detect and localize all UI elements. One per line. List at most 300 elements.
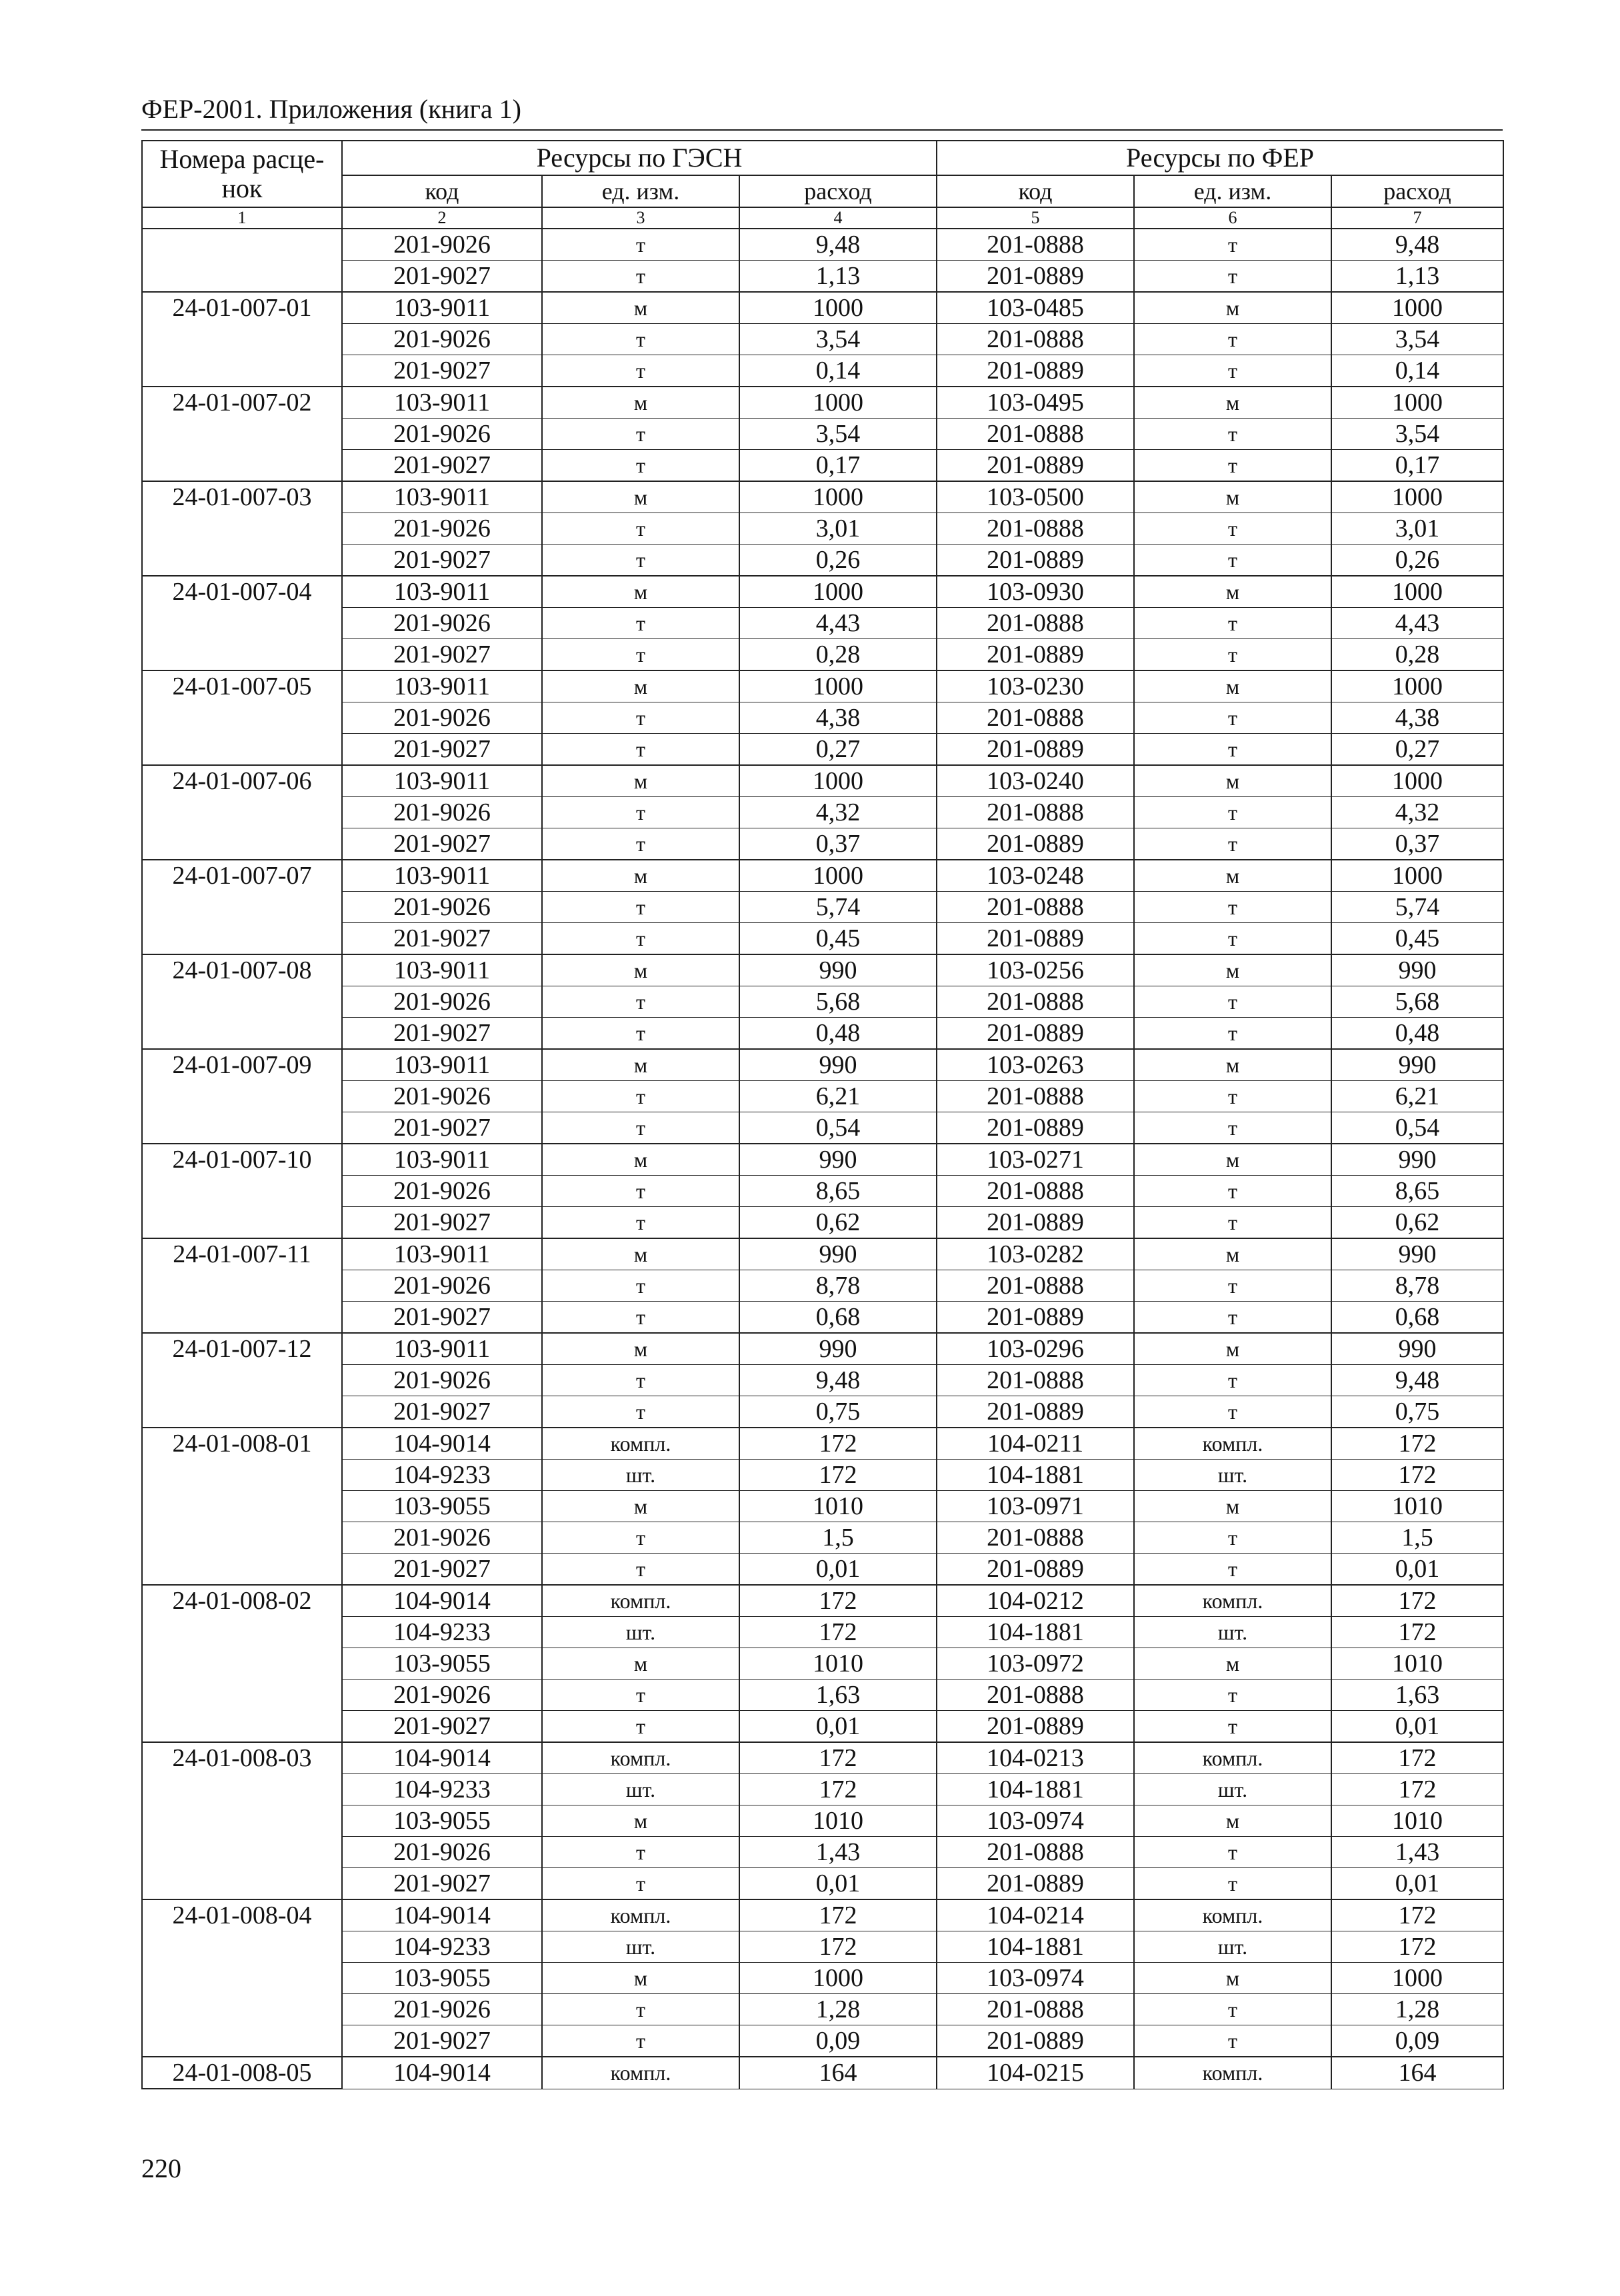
col-group-fer: Ресурсы по ФЕР [937, 141, 1503, 175]
fer-code-cell: 104-0212 [937, 1585, 1134, 1617]
gesn-unit-cell: т [542, 545, 739, 576]
table-row [142, 2057, 1503, 2089]
gesn-consumption-cell: 1,5 [739, 1522, 937, 1554]
fer-code-cell: 201-0888 [937, 1365, 1134, 1396]
gesn-code-cell: 201-9027 [342, 1711, 542, 1743]
gesn-code-cell: 103-9011 [342, 292, 542, 324]
gesn-consumption-cell: 0,01 [739, 1554, 937, 1586]
gesn-consumption-cell: 1010 [739, 1648, 937, 1680]
gesn-consumption-cell: 1000 [739, 1963, 937, 1994]
fer-unit-cell: компл. [1134, 1585, 1331, 1617]
fer-consumption-cell: 990 [1331, 954, 1503, 986]
fer-unit-cell: компл. [1134, 2057, 1331, 2089]
fer-consumption-cell: 172 [1331, 1742, 1503, 1774]
gesn-unit-cell: м [542, 481, 739, 513]
fer-code-cell: 103-0974 [937, 1805, 1134, 1837]
col-header-rate-numbers [142, 141, 342, 207]
fer-consumption-cell: 172 [1331, 1774, 1503, 1805]
fer-unit-cell: т [1134, 1711, 1331, 1743]
table-row [142, 1617, 1503, 1648]
fer-unit-cell: т [1134, 892, 1331, 923]
gesn-consumption-cell: 1,28 [739, 1994, 937, 2025]
fer-unit-cell: компл. [1134, 1742, 1331, 1774]
fer-unit-cell: м [1134, 481, 1331, 513]
fer-unit-cell: м [1134, 1144, 1331, 1176]
table-row [142, 1711, 1503, 1743]
fer-consumption-cell: 8,78 [1331, 1270, 1503, 1302]
gesn-code-cell: 103-9011 [342, 765, 542, 797]
table-row [142, 1899, 1503, 1931]
gesn-consumption-cell: 172 [739, 1931, 937, 1963]
table-row [142, 923, 1503, 955]
table-row [142, 419, 1503, 450]
col-number: 7 [1331, 207, 1503, 229]
rate-number-cell: 24-01-007-04 [142, 576, 342, 670]
table-row [142, 513, 1503, 545]
fer-code-cell: 103-0971 [937, 1491, 1134, 1522]
fer-code-cell: 201-0889 [937, 355, 1134, 387]
fer-consumption-cell: 3,54 [1331, 419, 1503, 450]
gesn-code-cell: 201-9026 [342, 1994, 542, 2025]
fer-code-cell: 201-0889 [937, 545, 1134, 576]
rate-number-cell: 24-01-008-01 [142, 1428, 342, 1585]
fer-unit-cell: т [1134, 419, 1331, 450]
fer-unit-cell: компл. [1134, 1899, 1331, 1931]
fer-consumption-cell: 990 [1331, 1333, 1503, 1365]
fer-unit-cell: м [1134, 860, 1331, 892]
table-row [142, 1742, 1503, 1774]
gesn-unit-cell: компл. [542, 1428, 739, 1460]
gesn-code-cell: 104-9014 [342, 1742, 542, 1774]
fer-code-cell: 201-0888 [937, 513, 1134, 545]
rate-number-cell: 24-01-007-03 [142, 481, 342, 576]
fer-code-cell: 103-0230 [937, 670, 1134, 702]
fer-unit-cell: компл. [1134, 1428, 1331, 1460]
fer-unit-cell: т [1134, 1396, 1331, 1428]
fer-code-cell: 103-0974 [937, 1963, 1134, 1994]
gesn-code-cell: 201-9027 [342, 734, 542, 766]
gesn-code-cell: 104-9233 [342, 1931, 542, 1963]
fer-consumption-cell: 0,27 [1331, 734, 1503, 766]
fer-unit-cell: т [1134, 545, 1331, 576]
gesn-unit-cell: м [542, 860, 739, 892]
gesn-consumption-cell: 3,54 [739, 324, 937, 355]
gesn-consumption-cell: 1000 [739, 387, 937, 419]
gesn-consumption-cell: 990 [739, 1238, 937, 1270]
gesn-consumption-cell: 0,62 [739, 1207, 937, 1239]
gesn-code-cell: 201-9027 [342, 1868, 542, 1900]
gesn-unit-cell: м [542, 954, 739, 986]
fer-code-cell: 201-0889 [937, 1018, 1134, 1050]
subheader-fer-consumption: расход [1331, 175, 1503, 207]
fer-consumption-cell: 0,48 [1331, 1018, 1503, 1050]
fer-code-cell: 103-0282 [937, 1238, 1134, 1270]
fer-unit-cell: м [1134, 292, 1331, 324]
gesn-consumption-cell: 4,43 [739, 608, 937, 639]
gesn-code-cell: 201-9026 [342, 324, 542, 355]
fer-unit-cell: шт. [1134, 1931, 1331, 1963]
gesn-consumption-cell: 0,01 [739, 1711, 937, 1743]
table-body [142, 229, 1503, 2089]
gesn-unit-cell: т [542, 702, 739, 734]
fer-code-cell: 201-0889 [937, 1207, 1134, 1239]
gesn-consumption-cell: 1000 [739, 765, 937, 797]
table-row [142, 1365, 1503, 1396]
gesn-code-cell: 201-9027 [342, 1112, 542, 1144]
table-row [142, 1522, 1503, 1554]
fer-code-cell: 104-0214 [937, 1899, 1134, 1931]
fer-code-cell: 103-0495 [937, 387, 1134, 419]
gesn-code-cell: 103-9055 [342, 1648, 542, 1680]
fer-code-cell: 201-0888 [937, 229, 1134, 261]
fer-consumption-cell: 0,14 [1331, 355, 1503, 387]
table-row [142, 1837, 1503, 1868]
gesn-unit-cell: т [542, 1554, 739, 1586]
fer-code-cell: 201-0888 [937, 702, 1134, 734]
fer-code-cell: 201-0888 [937, 1176, 1134, 1207]
gesn-code-cell: 201-9027 [342, 828, 542, 860]
fer-unit-cell: м [1134, 1648, 1331, 1680]
table-row [142, 1931, 1503, 1963]
table-row [142, 734, 1503, 766]
fer-unit-cell: м [1134, 1805, 1331, 1837]
fer-consumption-cell: 1,63 [1331, 1680, 1503, 1711]
table-row [142, 1112, 1503, 1144]
fer-unit-cell: м [1134, 387, 1331, 419]
gesn-unit-cell: м [542, 292, 739, 324]
fer-code-cell: 201-0888 [937, 419, 1134, 450]
table-row [142, 1805, 1503, 1837]
fer-code-cell: 104-1881 [937, 1931, 1134, 1963]
gesn-code-cell: 201-9027 [342, 2025, 542, 2057]
fer-consumption-cell: 990 [1331, 1049, 1503, 1081]
gesn-consumption-cell: 8,65 [739, 1176, 937, 1207]
fer-code-cell: 201-0889 [937, 828, 1134, 860]
fer-consumption-cell: 172 [1331, 1931, 1503, 1963]
fer-unit-cell: м [1134, 1963, 1331, 1994]
gesn-consumption-cell: 172 [739, 1428, 937, 1460]
fer-consumption-cell: 0,01 [1331, 1868, 1503, 1900]
gesn-unit-cell: т [542, 261, 739, 293]
gesn-consumption-cell: 0,48 [739, 1018, 937, 1050]
fer-consumption-cell: 0,75 [1331, 1396, 1503, 1428]
fer-consumption-cell: 172 [1331, 1617, 1503, 1648]
table-row [142, 1963, 1503, 1994]
table-row [142, 1270, 1503, 1302]
gesn-code-cell: 201-9026 [342, 1522, 542, 1554]
rate-number-cell: 24-01-008-03 [142, 1742, 342, 1899]
fer-unit-cell: т [1134, 261, 1331, 293]
subheader-fer-unit: ед. изм. [1134, 175, 1331, 207]
table-row [142, 1648, 1503, 1680]
col-header-rate-numbers-label: Номера расце-нок [159, 144, 325, 203]
table-row [142, 1081, 1503, 1112]
gesn-consumption-cell: 9,48 [739, 229, 937, 261]
fer-code-cell: 104-0211 [937, 1428, 1134, 1460]
col-group-gesn: Ресурсы по ГЭСН [342, 141, 937, 175]
table-row [142, 1207, 1503, 1239]
fer-unit-cell: т [1134, 324, 1331, 355]
gesn-consumption-cell: 172 [739, 1774, 937, 1805]
gesn-unit-cell: компл. [542, 1742, 739, 1774]
fer-consumption-cell: 1,5 [1331, 1522, 1503, 1554]
gesn-unit-cell: т [542, 450, 739, 482]
fer-code-cell: 104-1881 [937, 1617, 1134, 1648]
fer-consumption-cell: 1010 [1331, 1491, 1503, 1522]
fer-consumption-cell: 1000 [1331, 481, 1503, 513]
gesn-consumption-cell: 4,38 [739, 702, 937, 734]
gesn-code-cell: 201-9026 [342, 1176, 542, 1207]
subheader-gesn-code: код [342, 175, 542, 207]
fer-unit-cell: м [1134, 670, 1331, 702]
gesn-code-cell: 104-9014 [342, 1585, 542, 1617]
gesn-consumption-cell: 3,01 [739, 513, 937, 545]
gesn-consumption-cell: 3,54 [739, 419, 937, 450]
fer-code-cell: 103-0930 [937, 576, 1134, 608]
gesn-code-cell: 201-9026 [342, 1270, 542, 1302]
gesn-code-cell: 201-9027 [342, 1554, 542, 1586]
fer-unit-cell: т [1134, 2025, 1331, 2057]
fer-consumption-cell: 1010 [1331, 1648, 1503, 1680]
fer-unit-cell: т [1134, 1554, 1331, 1586]
page-header-title: ФЕР-2001. Приложения (книга 1) [141, 94, 521, 124]
fer-code-cell: 201-0889 [937, 1868, 1134, 1900]
gesn-unit-cell: т [542, 355, 739, 387]
table-row [142, 860, 1503, 892]
rate-number-cell [142, 229, 342, 292]
fer-code-cell: 201-0889 [937, 450, 1134, 482]
gesn-consumption-cell: 0,27 [739, 734, 937, 766]
fer-unit-cell: т [1134, 1680, 1331, 1711]
fer-consumption-cell: 1000 [1331, 670, 1503, 702]
fer-consumption-cell: 1000 [1331, 765, 1503, 797]
gesn-code-cell: 201-9027 [342, 1302, 542, 1334]
fer-code-cell: 201-0888 [937, 1270, 1134, 1302]
fer-code-cell: 104-0215 [937, 2057, 1134, 2089]
table-row [142, 765, 1503, 797]
fer-consumption-cell: 0,09 [1331, 2025, 1503, 2057]
fer-unit-cell: т [1134, 923, 1331, 955]
gesn-code-cell: 201-9026 [342, 608, 542, 639]
gesn-unit-cell: т [542, 1680, 739, 1711]
col-number: 6 [1134, 207, 1331, 229]
gesn-code-cell: 104-9014 [342, 1428, 542, 1460]
table-row [142, 954, 1503, 986]
gesn-consumption-cell: 1000 [739, 292, 937, 324]
gesn-unit-cell: шт. [542, 1931, 739, 1963]
fer-code-cell: 104-0213 [937, 1742, 1134, 1774]
fer-consumption-cell: 0,17 [1331, 450, 1503, 482]
gesn-consumption-cell: 8,78 [739, 1270, 937, 1302]
fer-consumption-cell: 6,21 [1331, 1081, 1503, 1112]
gesn-unit-cell: м [542, 670, 739, 702]
rate-number-cell: 24-01-008-05 [142, 2057, 342, 2089]
subheader-gesn-consumption: расход [739, 175, 937, 207]
table-row [142, 1144, 1503, 1176]
gesn-unit-cell: т [542, 1868, 739, 1900]
table-row [142, 986, 1503, 1018]
fer-code-cell: 201-0889 [937, 923, 1134, 955]
fer-code-cell: 201-0888 [937, 1837, 1134, 1868]
gesn-consumption-cell: 1000 [739, 860, 937, 892]
rate-number-cell: 24-01-007-12 [142, 1333, 342, 1428]
fer-consumption-cell: 4,43 [1331, 608, 1503, 639]
gesn-unit-cell: м [542, 387, 739, 419]
fer-consumption-cell: 4,32 [1331, 797, 1503, 828]
gesn-code-cell: 201-9027 [342, 450, 542, 482]
gesn-unit-cell: т [542, 828, 739, 860]
fer-unit-cell: шт. [1134, 1774, 1331, 1805]
col-number: 2 [342, 207, 542, 229]
fer-consumption-cell: 1,13 [1331, 261, 1503, 293]
fer-code-cell: 104-1881 [937, 1774, 1134, 1805]
fer-code-cell: 201-0888 [937, 1522, 1134, 1554]
gesn-code-cell: 201-9027 [342, 923, 542, 955]
fer-code-cell: 201-0888 [937, 986, 1134, 1018]
gesn-unit-cell: т [542, 324, 739, 355]
fer-consumption-cell: 0,37 [1331, 828, 1503, 860]
gesn-unit-cell: т [542, 1837, 739, 1868]
fer-code-cell: 103-0972 [937, 1648, 1134, 1680]
fer-unit-cell: т [1134, 1207, 1331, 1239]
fer-code-cell: 103-0240 [937, 765, 1134, 797]
gesn-unit-cell: м [542, 765, 739, 797]
fer-code-cell: 103-0500 [937, 481, 1134, 513]
gesn-code-cell: 103-9011 [342, 1049, 542, 1081]
gesn-consumption-cell: 0,01 [739, 1868, 937, 1900]
gesn-code-cell: 103-9011 [342, 1144, 542, 1176]
fer-consumption-cell: 1000 [1331, 576, 1503, 608]
table-row [142, 1460, 1503, 1491]
fer-unit-cell: т [1134, 1176, 1331, 1207]
fer-consumption-cell: 0,26 [1331, 545, 1503, 576]
fer-unit-cell: м [1134, 765, 1331, 797]
gesn-unit-cell: т [542, 1018, 739, 1050]
table-row [142, 1774, 1503, 1805]
fer-unit-cell: м [1134, 954, 1331, 986]
table-row [142, 1176, 1503, 1207]
gesn-unit-cell: м [542, 1648, 739, 1680]
gesn-consumption-cell: 1,13 [739, 261, 937, 293]
gesn-unit-cell: т [542, 1176, 739, 1207]
fer-consumption-cell: 5,68 [1331, 986, 1503, 1018]
subheader-gesn-unit: ед. изм. [542, 175, 739, 207]
fer-consumption-cell: 0,45 [1331, 923, 1503, 955]
gesn-consumption-cell: 172 [739, 1617, 937, 1648]
fer-code-cell: 103-0485 [937, 292, 1134, 324]
gesn-unit-cell: т [542, 1207, 739, 1239]
fer-code-cell: 103-0263 [937, 1049, 1134, 1081]
fer-unit-cell: шт. [1134, 1460, 1331, 1491]
rate-number-cell: 24-01-007-10 [142, 1144, 342, 1238]
table-row [142, 2025, 1503, 2057]
fer-consumption-cell: 172 [1331, 1899, 1503, 1931]
fer-unit-cell: м [1134, 576, 1331, 608]
gesn-unit-cell: т [542, 1112, 739, 1144]
fer-consumption-cell: 990 [1331, 1238, 1503, 1270]
rate-number-cell: 24-01-007-02 [142, 387, 342, 481]
col-number: 4 [739, 207, 937, 229]
table-row [142, 324, 1503, 355]
gesn-consumption-cell: 0,75 [739, 1396, 937, 1428]
table-row [142, 387, 1503, 419]
table-row [142, 1868, 1503, 1900]
rate-number-cell: 24-01-007-08 [142, 954, 342, 1049]
gesn-unit-cell: т [542, 1396, 739, 1428]
fer-consumption-cell: 1,43 [1331, 1837, 1503, 1868]
fer-code-cell: 201-0888 [937, 1081, 1134, 1112]
gesn-consumption-cell: 1010 [739, 1491, 937, 1522]
rate-number-cell: 24-01-007-09 [142, 1049, 342, 1144]
table-row [142, 1680, 1503, 1711]
fer-unit-cell: м [1134, 1049, 1331, 1081]
gesn-unit-cell: компл. [542, 2057, 739, 2089]
gesn-consumption-cell: 164 [739, 2057, 937, 2089]
fer-consumption-cell: 164 [1331, 2057, 1503, 2089]
gesn-consumption-cell: 5,68 [739, 986, 937, 1018]
fer-code-cell: 201-0888 [937, 608, 1134, 639]
page-number: 220 [141, 2153, 181, 2183]
fer-code-cell: 201-0889 [937, 639, 1134, 671]
col-number: 3 [542, 207, 739, 229]
fer-unit-cell: т [1134, 1081, 1331, 1112]
gesn-unit-cell: т [542, 608, 739, 639]
table-row [142, 229, 1503, 261]
fer-unit-cell: т [1134, 1018, 1331, 1050]
fer-code-cell: 201-0889 [937, 1112, 1134, 1144]
gesn-unit-cell: т [542, 2025, 739, 2057]
fer-consumption-cell: 5,74 [1331, 892, 1503, 923]
fer-consumption-cell: 0,62 [1331, 1207, 1503, 1239]
col-number: 1 [142, 207, 342, 229]
fer-consumption-cell: 1000 [1331, 1963, 1503, 1994]
fer-code-cell: 201-0889 [937, 1302, 1134, 1334]
gesn-code-cell: 201-9027 [342, 639, 542, 671]
fer-unit-cell: шт. [1134, 1617, 1331, 1648]
gesn-unit-cell: т [542, 797, 739, 828]
gesn-code-cell: 201-9026 [342, 1081, 542, 1112]
gesn-unit-cell: компл. [542, 1899, 739, 1931]
gesn-unit-cell: т [542, 734, 739, 766]
gesn-code-cell: 201-9026 [342, 986, 542, 1018]
gesn-code-cell: 103-9011 [342, 1238, 542, 1270]
fer-unit-cell: т [1134, 608, 1331, 639]
gesn-code-cell: 104-9014 [342, 1899, 542, 1931]
gesn-code-cell: 201-9026 [342, 1365, 542, 1396]
gesn-code-cell: 201-9026 [342, 229, 542, 261]
fer-consumption-cell: 0,54 [1331, 1112, 1503, 1144]
gesn-code-cell: 103-9055 [342, 1491, 542, 1522]
fer-unit-cell: т [1134, 1112, 1331, 1144]
gesn-consumption-cell: 1000 [739, 670, 937, 702]
fer-unit-cell: м [1134, 1238, 1331, 1270]
gesn-code-cell: 201-9026 [342, 1680, 542, 1711]
gesn-unit-cell: м [542, 1333, 739, 1365]
fer-code-cell: 201-0888 [937, 1994, 1134, 2025]
table-row [142, 1491, 1503, 1522]
gesn-unit-cell: м [542, 1805, 739, 1837]
fer-code-cell: 201-0889 [937, 2025, 1134, 2057]
fer-code-cell: 201-0888 [937, 892, 1134, 923]
subheader-fer-code: код [937, 175, 1134, 207]
fer-unit-cell: т [1134, 1522, 1331, 1554]
gesn-code-cell: 201-9026 [342, 419, 542, 450]
fer-consumption-cell: 3,54 [1331, 324, 1503, 355]
gesn-consumption-cell: 172 [739, 1899, 937, 1931]
fer-consumption-cell: 990 [1331, 1144, 1503, 1176]
rate-number-cell: 24-01-008-04 [142, 1899, 342, 2057]
table-row [142, 1554, 1503, 1586]
